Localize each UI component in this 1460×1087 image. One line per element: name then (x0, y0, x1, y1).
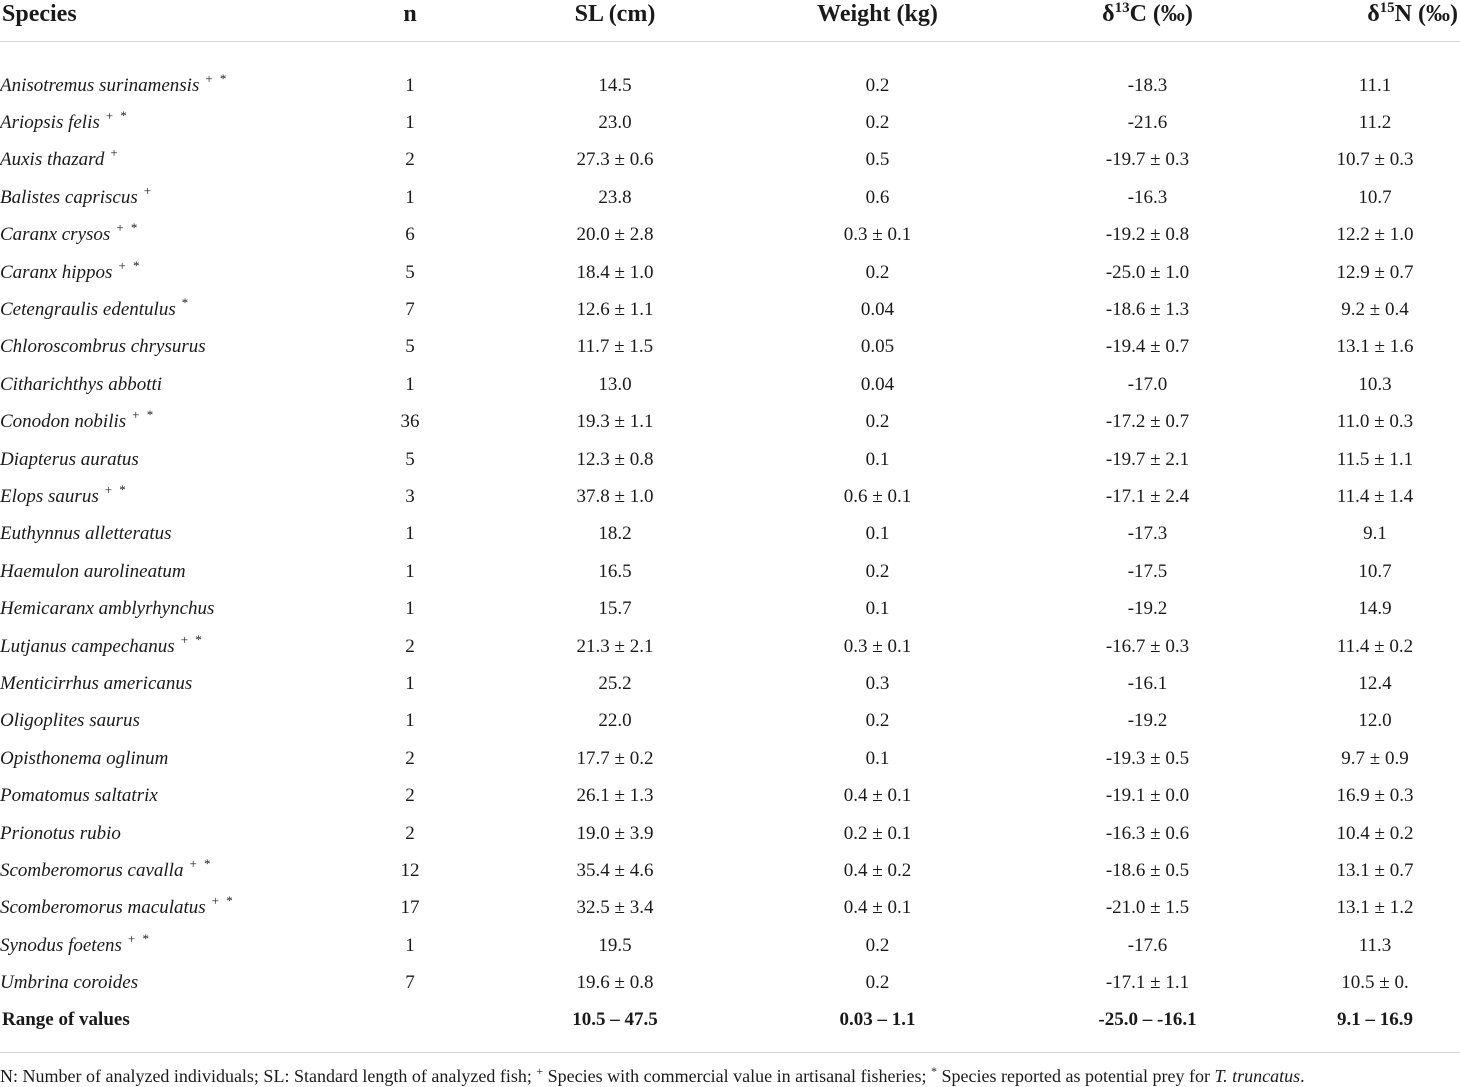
d15n-cell: 12.0 (1358, 710, 1392, 732)
species-marks: + * (105, 108, 129, 124)
weight-cell: 0.2 (865, 560, 890, 582)
weight-cell: 0.3 ± 0.1 (843, 224, 912, 246)
d13c-cell: -17.3 (1127, 523, 1168, 545)
sl-cell: 21.3 ± 2.1 (576, 635, 654, 657)
species-name: Prionotus rubio (0, 822, 121, 844)
weight-cell: 0.3 ± 0.1 (843, 635, 912, 657)
header-d13c-delta: δ (1102, 1, 1115, 27)
species-name: Anisotremus surinamensis (0, 74, 200, 96)
species-cell (0, 217, 340, 254)
d15n-cell: 10.7 (1358, 186, 1392, 208)
header-d15n (1290, 0, 1460, 42)
species-name: Caranx crysos (0, 224, 111, 246)
d13c-cell: -19.2 (1127, 710, 1168, 732)
sl-cell: 19.5 (598, 934, 632, 956)
species-cell (0, 590, 340, 627)
species-cell (0, 815, 340, 852)
species-marks: + (110, 145, 120, 161)
d15n-cell: 10.5 ± 0. (1341, 972, 1409, 994)
weight-cell: 0.1 (865, 598, 890, 620)
header-d15n-isotope: 15 (1379, 0, 1395, 16)
d13c-cell: -17.1 ± 1.1 (1105, 972, 1190, 994)
d15n-cell: 13.1 ± 0.7 (1336, 859, 1414, 881)
d13c-cell: -17.5 (1127, 560, 1168, 582)
header-sl: SL (cm) (480, 0, 750, 42)
sl-cell: 19.6 ± 0.8 (576, 972, 654, 994)
weight-cell: 0.2 (865, 74, 890, 96)
d13c-cell: -16.1 (1127, 672, 1168, 694)
table-row (0, 703, 1460, 740)
d15n-cell: 10.3 (1358, 373, 1392, 395)
range-d13c: -25.0 – -16.1 (1098, 1008, 1197, 1030)
species-cell (0, 964, 340, 1001)
table-row (0, 329, 1460, 366)
sl-cell: 35.4 ± 4.6 (576, 859, 654, 881)
header-d13c (1005, 0, 1290, 42)
d13c-cell: -18.6 ± 0.5 (1105, 859, 1190, 881)
species-cell (0, 67, 340, 104)
table-row (0, 478, 1460, 515)
footnote-plus-mark: + (536, 1064, 544, 1078)
footnote-text-2: Species with commercial value in artisanal fisheries; (543, 1066, 932, 1086)
d15n-cell: 12.2 ± 1.0 (1336, 224, 1414, 246)
species-cell (0, 777, 340, 814)
d15n-cell: 10.4 ± 0.2 (1336, 822, 1414, 844)
d15n-cell: 11.0 ± 0.3 (1336, 411, 1414, 433)
species-name: Conodon nobilis (0, 411, 127, 433)
d13c-cell: -21.6 (1127, 112, 1168, 134)
n-cell: 1 (405, 186, 415, 208)
species-cell (0, 254, 340, 291)
n-cell: 1 (405, 672, 415, 694)
table-row (0, 104, 1460, 141)
sl-cell: 19.0 ± 3.9 (576, 822, 654, 844)
n-cell: 2 (405, 785, 415, 807)
footnote-text-1: N: Number of analyzed individuals; SL: Standard length of analyzed fish; (0, 1066, 537, 1086)
species-name: Synodus foetens (0, 934, 122, 956)
d13c-cell: -19.3 ± 0.5 (1105, 747, 1190, 769)
d13c-cell: -25.0 ± 1.0 (1105, 261, 1190, 283)
species-name: Ariopsis felis (0, 112, 100, 134)
table-row (0, 516, 1460, 553)
n-cell: 36 (400, 411, 420, 433)
weight-cell: 0.4 ± 0.1 (843, 785, 912, 807)
n-cell: 1 (405, 598, 415, 620)
n-cell: 17 (400, 897, 420, 919)
d15n-cell: 11.2 (1358, 112, 1392, 134)
sl-cell: 23.0 (598, 112, 632, 134)
d15n-cell: 11.1 (1358, 74, 1392, 96)
n-cell: 2 (405, 747, 415, 769)
weight-cell: 0.04 (860, 299, 895, 321)
species-marks: + * (180, 631, 204, 647)
table-row (0, 142, 1460, 179)
range-row (0, 1002, 1460, 1038)
species-name: Elops saurus (0, 485, 99, 507)
table-row (0, 553, 1460, 590)
weight-cell: 0.3 (865, 672, 890, 694)
species-name: Hemicaranx amblyrhynchus (0, 598, 215, 620)
d15n-cell: 13.1 ± 1.6 (1336, 336, 1414, 358)
sl-cell: 18.2 (598, 523, 632, 545)
table-row (0, 67, 1460, 104)
weight-cell: 0.2 (865, 411, 890, 433)
species-cell (0, 852, 340, 889)
species-marks: + * (189, 855, 213, 871)
table-row (0, 441, 1460, 478)
sl-cell: 19.3 ± 1.1 (576, 411, 654, 433)
species-marks: + * (104, 481, 128, 497)
n-cell: 1 (405, 710, 415, 732)
sl-cell: 13.0 (598, 373, 632, 395)
n-cell: 1 (405, 560, 415, 582)
weight-cell: 0.6 ± 0.1 (843, 485, 912, 507)
species-name: Scomberomorus maculatus (0, 897, 206, 919)
table-row (0, 852, 1460, 889)
header-n: n (340, 0, 480, 42)
sl-cell: 11.7 ± 1.5 (576, 336, 654, 358)
range-n (340, 1002, 480, 1038)
n-cell: 1 (405, 523, 415, 545)
n-cell: 2 (405, 149, 415, 171)
species-cell (0, 478, 340, 515)
weight-cell: 0.4 ± 0.2 (843, 859, 912, 881)
d15n-cell: 11.5 ± 1.1 (1336, 448, 1414, 470)
n-cell: 1 (405, 934, 415, 956)
footnote-species: T. truncatus (1214, 1066, 1301, 1086)
d13c-cell: -18.6 ± 1.3 (1105, 299, 1190, 321)
species-cell (0, 927, 340, 964)
d15n-cell: 9.1 (1363, 523, 1387, 545)
species-marks: + (143, 182, 154, 198)
table-row (0, 628, 1460, 665)
n-cell: 5 (405, 448, 415, 470)
species-cell (0, 291, 340, 328)
d15n-cell: 13.1 ± 1.2 (1336, 897, 1414, 919)
species-name: Balistes capriscus (0, 186, 138, 208)
weight-cell: 0.1 (865, 747, 890, 769)
d13c-cell: -16.3 ± 0.6 (1105, 822, 1190, 844)
species-name: Haemulon aurolineatum (0, 560, 186, 582)
d13c-cell: -19.2 ± 0.8 (1105, 224, 1190, 246)
species-cell (0, 104, 340, 141)
table-row (0, 815, 1460, 852)
d13c-cell: -17.6 (1127, 934, 1168, 956)
footnote-end: . (1300, 1066, 1305, 1086)
d15n-cell: 11.4 ± 0.2 (1336, 635, 1414, 657)
n-cell: 7 (405, 299, 415, 321)
species-name: Diapterus auratus (0, 448, 139, 470)
weight-cell: 0.2 (865, 710, 890, 732)
range-sl: 10.5 – 47.5 (572, 1008, 658, 1030)
d13c-cell: -19.1 ± 0.0 (1105, 785, 1190, 807)
weight-cell: 0.1 (865, 523, 890, 545)
species-cell (0, 441, 340, 478)
d15n-cell: 14.9 (1358, 598, 1392, 620)
species-cell (0, 890, 340, 927)
n-cell: 1 (405, 112, 415, 134)
n-cell: 5 (405, 336, 415, 358)
d15n-cell: 11.3 (1358, 934, 1392, 956)
n-cell: 5 (405, 261, 415, 283)
weight-cell: 0.2 ± 0.1 (843, 822, 912, 844)
sl-cell: 16.5 (598, 560, 632, 582)
d13c-cell: -19.7 ± 2.1 (1105, 448, 1190, 470)
d15n-cell: 10.7 ± 0.3 (1336, 149, 1414, 171)
weight-cell: 0.05 (860, 336, 895, 358)
d15n-cell: 16.9 ± 0.3 (1336, 785, 1414, 807)
sl-cell: 22.0 (598, 710, 632, 732)
weight-cell: 0.4 ± 0.1 (843, 897, 912, 919)
table-row (0, 291, 1460, 328)
header-d13c-isotope: 13 (1114, 0, 1130, 16)
table-header (0, 0, 1460, 42)
d13c-cell: -19.4 ± 0.7 (1105, 336, 1190, 358)
footnote-star-mark: * (931, 1064, 938, 1078)
d13c-cell: -18.3 (1127, 74, 1168, 96)
species-name: Umbrina coroides (0, 972, 139, 994)
species-name: Citharichthys abbotti (0, 373, 163, 395)
table-row (0, 254, 1460, 291)
species-cell (0, 703, 340, 740)
footnote-text-3: Species reported as potential prey for (937, 1066, 1215, 1086)
species-cell (0, 553, 340, 590)
species-name: Lutjanus campechanus (0, 635, 175, 657)
weight-cell: 0.6 (865, 186, 890, 208)
species-name: Euthynnus alletteratus (0, 523, 172, 545)
n-cell: 6 (405, 224, 415, 246)
species-cell (0, 366, 340, 403)
species-marks: * (181, 295, 191, 311)
header-weight: Weight (kg) (750, 0, 1005, 42)
sl-cell: 12.6 ± 1.1 (576, 299, 654, 321)
weight-cell: 0.2 (865, 934, 890, 956)
table-row (0, 740, 1460, 777)
d15n-cell: 12.9 ± 0.7 (1336, 261, 1414, 283)
table-row (0, 366, 1460, 403)
d13c-cell: -19.2 (1127, 598, 1168, 620)
species-marks: + * (127, 930, 151, 946)
species-name: Caranx hippos (0, 261, 113, 283)
weight-cell: 0.2 (865, 972, 890, 994)
sl-cell: 37.8 ± 1.0 (576, 485, 654, 507)
header-d15n-delta: δ (1367, 1, 1380, 27)
d15n-cell: 11.4 ± 1.4 (1336, 485, 1414, 507)
sl-cell: 15.7 (598, 598, 632, 620)
sl-cell: 32.5 ± 3.4 (576, 897, 654, 919)
sl-cell: 17.7 ± 0.2 (576, 747, 654, 769)
n-cell: 2 (405, 635, 415, 657)
d13c-cell: -16.7 ± 0.3 (1105, 635, 1190, 657)
species-marks: + * (118, 257, 142, 273)
header-d13c-label: C (‰) (1129, 1, 1193, 27)
d13c-cell: -16.3 (1127, 186, 1168, 208)
header-species: Species (0, 0, 340, 42)
species-cell (0, 404, 340, 441)
n-cell: 1 (405, 373, 415, 395)
sl-cell: 26.1 ± 1.3 (576, 785, 654, 807)
d13c-cell: -17.2 ± 0.7 (1105, 411, 1190, 433)
species-cell (0, 628, 340, 665)
species-marks: + * (132, 407, 156, 423)
table-footnote (0, 1052, 1460, 1087)
species-cell (0, 329, 340, 366)
d15n-cell: 9.7 ± 0.9 (1341, 747, 1409, 769)
d13c-cell: -21.0 ± 1.5 (1105, 897, 1190, 919)
table-row (0, 890, 1460, 927)
range-label: Range of values (2, 1008, 130, 1030)
species-cell (0, 740, 340, 777)
sl-cell: 14.5 (598, 74, 632, 96)
table-row (0, 217, 1460, 254)
species-name: Opisthonema oglinum (0, 747, 169, 769)
table-row (0, 964, 1460, 1001)
n-cell: 12 (400, 859, 420, 881)
range-weight: 0.03 – 1.1 (839, 1008, 916, 1030)
sl-cell: 12.3 ± 0.8 (576, 448, 654, 470)
species-marks: + * (211, 893, 235, 909)
species-cell (0, 179, 340, 216)
d13c-cell: -19.7 ± 0.3 (1105, 149, 1190, 171)
range-d15n: 9.1 – 16.9 (1337, 1008, 1413, 1030)
species-cell (0, 665, 340, 702)
species-name: Menticirrhus americanus (0, 672, 193, 694)
n-cell: 1 (405, 74, 415, 96)
d15n-cell: 12.4 (1358, 672, 1392, 694)
weight-cell: 0.1 (865, 448, 890, 470)
species-name: Pomatomus saltatrix (0, 785, 158, 807)
species-name: Scomberomorus cavalla (0, 859, 184, 881)
sl-cell: 23.8 (598, 186, 632, 208)
table-body (0, 42, 1460, 1038)
species-marks: + * (205, 70, 229, 86)
table-row (0, 777, 1460, 814)
sl-cell: 18.4 ± 1.0 (576, 261, 654, 283)
table-row (0, 590, 1460, 627)
species-name: Auxis thazard (0, 149, 105, 171)
species-cell (0, 142, 340, 179)
weight-cell: 0.04 (860, 373, 895, 395)
header-d15n-label: N (‰) (1394, 1, 1458, 27)
table-row (0, 404, 1460, 441)
weight-cell: 0.2 (865, 112, 890, 134)
d13c-cell: -17.0 (1127, 373, 1168, 395)
d13c-cell: -17.1 ± 2.4 (1105, 485, 1190, 507)
table-row (0, 927, 1460, 964)
species-name: Chloroscombrus chrysurus (0, 336, 206, 358)
d15n-cell: 9.2 ± 0.4 (1341, 299, 1409, 321)
n-cell: 3 (405, 485, 415, 507)
n-cell: 7 (405, 972, 415, 994)
species-marks: + * (116, 220, 140, 236)
weight-cell: 0.2 (865, 261, 890, 283)
species-name: Cetengraulis edentulus (0, 299, 176, 321)
species-name: Oligoplites saurus (0, 710, 140, 732)
weight-cell: 0.5 (865, 149, 890, 171)
d15n-cell: 10.7 (1358, 560, 1392, 582)
table-row (0, 179, 1460, 216)
sl-cell: 20.0 ± 2.8 (576, 224, 654, 246)
species-cell (0, 516, 340, 553)
table-row (0, 665, 1460, 702)
sl-cell: 27.3 ± 0.6 (576, 149, 654, 171)
sl-cell: 25.2 (598, 672, 632, 694)
n-cell: 2 (405, 822, 415, 844)
